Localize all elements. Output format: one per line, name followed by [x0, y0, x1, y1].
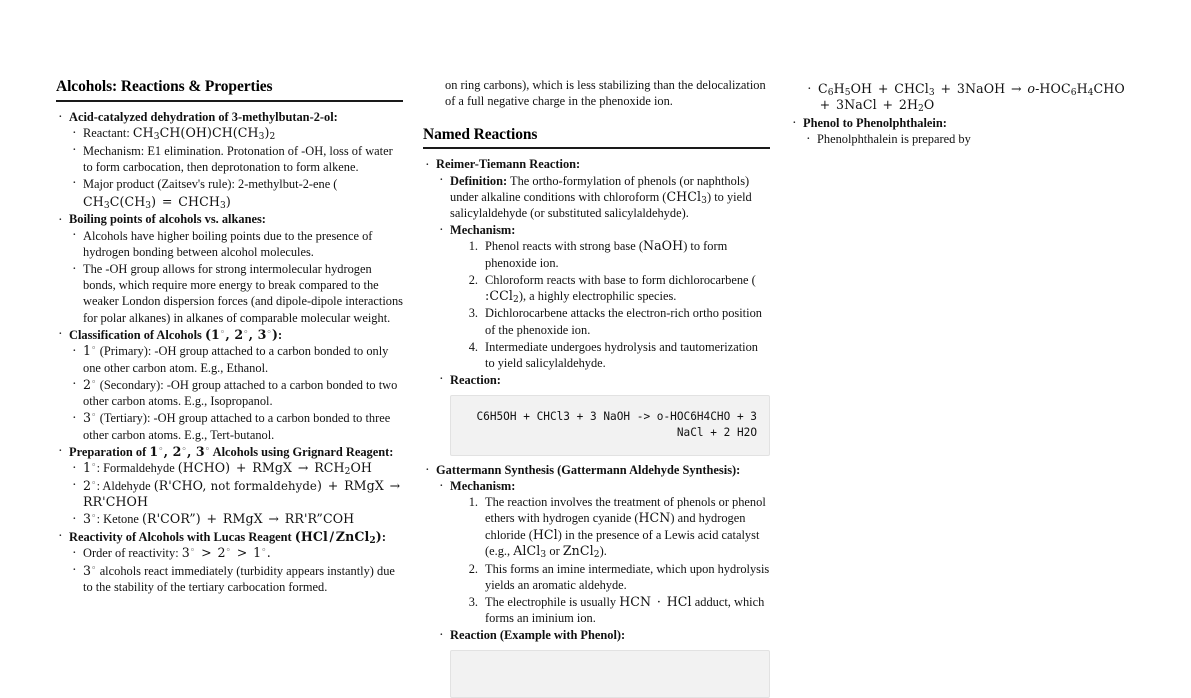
- sublist: [69, 125, 403, 210]
- page-title: Alcohols: Reactions & Properties: [56, 78, 273, 95]
- list-item-label: Phenolphthalein is prepared by: [817, 132, 971, 147]
- list-item: [56, 212, 403, 325]
- column-2: [423, 78, 770, 643]
- math-formula: 1◦: [83, 343, 97, 359]
- sublist: [69, 343, 403, 442]
- column-3: [790, 78, 1137, 626]
- sublist: [803, 131, 1137, 147]
- math-formula: 3◦: [83, 511, 97, 527]
- column-1-heading-block: [56, 78, 403, 102]
- list-item: [436, 173, 770, 222]
- section-heading: Named Reactions: [423, 125, 538, 143]
- list-item: [69, 228, 403, 260]
- step-text: The reaction involves the treatment of phenols or phenol ethers with hydrogen cyanide (HCN) and hydrogen chloride (HCl) in the presence of a Lewis acid catalyst (e.g., AlCl$_3$ or ZnCl$_2$).: [485, 495, 766, 561]
- list-item: [436, 372, 770, 456]
- list-item: [450, 238, 770, 270]
- list-item: [56, 529, 403, 595]
- list-item: [803, 131, 1137, 147]
- step-text: Intermediate undergoes hydrolysis and tautomerization to yield salicylaldehyde.: [485, 339, 758, 370]
- math-formula: 2◦: [83, 477, 97, 493]
- list-item: [69, 511, 403, 527]
- list-item: [69, 143, 403, 175]
- mechanism-steps: [450, 238, 770, 370]
- list-item: [423, 157, 770, 455]
- list-item: [69, 343, 403, 375]
- list-item-label: : Aldehyde: [96, 478, 154, 493]
- list-item: [69, 176, 403, 210]
- list-item: [450, 561, 770, 593]
- sublist: [69, 460, 403, 527]
- list-item: [423, 463, 770, 698]
- list-item-label: Alcohols have higher boiling points due to the presence of hydrogen bonding between alcohol molecules.: [83, 228, 373, 260]
- list-item: [436, 627, 770, 698]
- sublist: [69, 545, 403, 595]
- list-item: [56, 444, 403, 528]
- sublist: [69, 228, 403, 326]
- list-item-label: Acid-catalyzed dehydration of 3-methylbutan-2-ol:: [69, 109, 338, 124]
- reaction-label: Reaction:: [450, 372, 501, 387]
- list-item: [69, 377, 403, 409]
- list-item: [450, 305, 770, 337]
- list-item: [56, 110, 403, 211]
- math-formula: 3◦: [83, 410, 97, 426]
- list-item-label: (Secondary): -OH group attached to a carbon bonded to two other carbon atoms. E.g., Isopropanol.: [83, 377, 398, 409]
- reaction-code-block: [450, 650, 770, 698]
- list-item: [450, 339, 770, 371]
- heading-rule: [423, 147, 770, 149]
- step-text: Dichlorocarbene attacks the electron-rich ortho position of the phenoxide ion.: [485, 306, 762, 337]
- step-text: Phenol reacts with strong base (NaOH) to form phenoxide ion.: [485, 238, 728, 270]
- math-formula: 3◦: [83, 562, 97, 578]
- list-item: [69, 563, 403, 595]
- list-item-label: Phenol to Phenolphthalein:: [803, 115, 947, 130]
- sublist: [436, 173, 770, 456]
- list-item: [56, 327, 403, 443]
- reaction-code-block: C6H5OH + CHCl3 + 3 NaOH -> o-HOC6H4CHO + 3 NaCl + 2 H2O: [450, 395, 770, 456]
- list-item: [804, 81, 1137, 114]
- math-formula: 3◦ > 2◦ > 1◦.: [181, 545, 271, 561]
- list-item: [436, 478, 770, 626]
- list-item-label: Boiling points of alcohols vs. alkanes:: [69, 212, 266, 227]
- list-item: [450, 594, 770, 626]
- list-item-label: Mechanism: E1 elimination. Protonation of -OH, loss of water to form carbocation, then deprotonation to form alkene.: [83, 143, 393, 174]
- three-column-layout: [56, 78, 1136, 643]
- list-item-label: The ortho-formylation of phenols (or naphthols) under alkaline conditions with chloroform (CHCl$_3$) to yield salicylaldehyde (or substituted salicylaldehyde).: [450, 173, 752, 221]
- list-item-label: The -OH group allows for strong intermolecular hydrogen bonds, which require more energy to break compared to the weaker London dispersion forces (and dipole-dipole interactions for polar alkanes) in alkanes of comparable molecular weight.: [83, 262, 403, 325]
- math-formula: $CH_3C(CH_3)$ = $CHCH_3$): [83, 193, 231, 211]
- step-text: This forms an imine intermediate, which upon hydrolysis yields an aromatic aldehyde.: [485, 561, 770, 592]
- math-formula: $CH_3CH(OH)CH(CH_3)_2$: [132, 125, 276, 143]
- list-item-label: Reactant:: [83, 126, 130, 141]
- reaction-label: Reaction (Example with Phenol):: [450, 628, 626, 643]
- list-item-label: Reimer-Tiemann Reaction:: [436, 157, 581, 172]
- list-item: [69, 478, 403, 511]
- math-equation: $C_6H_5OH$ + CHCl$_3$ + 3NaOH → $o-HOC_6H_4CHO$ + 3NaCl + $2H_2O$: [818, 81, 1125, 115]
- list-item-label: : Formaldehyde: [96, 461, 178, 476]
- list-item-label: : Ketone: [96, 512, 142, 527]
- sublist: [436, 478, 770, 698]
- step-text: Chloroform reacts with base to form dichlorocarbene ( :CCl$_2$), a highly electrophilic species.: [485, 272, 756, 306]
- mechanism-steps: [450, 494, 770, 626]
- mechanism-label: Mechanism:: [450, 479, 516, 494]
- list-item: [436, 222, 770, 371]
- list-item-label: Classification of Alcohols (1◦, 2◦, 3◦):: [69, 326, 283, 342]
- mechanism-label: Mechanism:: [450, 223, 516, 238]
- column-3-list: [790, 81, 1137, 114]
- list-item: [69, 410, 403, 442]
- list-item: [450, 272, 770, 304]
- list-item-label: (Primary): -OH group attached to a carbon bonded to only one other carbon atom. E.g., Ethanol.: [83, 344, 389, 375]
- list-item-label: Reactivity of Alcohols with Lucas Reagent (HCl / ZnCl$_2$):: [69, 528, 386, 546]
- list-item-label: Major product (Zaitsev's rule): 2-methylbut-2-ene (: [83, 176, 338, 191]
- math-formula: 1◦: [83, 460, 97, 476]
- math-formula: 2◦: [83, 376, 97, 392]
- column-1: [56, 78, 403, 626]
- list-item: [450, 494, 770, 559]
- definition-label: Definition:: [450, 173, 508, 188]
- math-formula: (HCHO) + RMgX → $RCH_2OH$: [177, 460, 372, 478]
- math-formula: (R'COR”) + RMgX → RR'R”COH: [142, 511, 355, 527]
- list-item-label: Gattermann Synthesis (Gattermann Aldehyde Synthesis):: [436, 462, 741, 477]
- heading-rule: [56, 100, 403, 102]
- list-item: [69, 125, 403, 141]
- list-item: [69, 261, 403, 326]
- continued-paragraph: on ring carbons), which is less stabilizing than the delocalization of a full negative charge in the phenoxide ion.: [445, 78, 766, 108]
- math-formula: (R'CHO, not formaldehyde) + RMgX → RR'CHOH: [83, 477, 401, 510]
- step-text: The electrophile is usually HCN · HCl adduct, which forms an iminium ion.: [485, 593, 765, 626]
- list-item: [69, 545, 403, 561]
- column-2-list: [423, 157, 770, 698]
- list-item-label: Order of reactivity:: [83, 546, 182, 561]
- column-1-list: [56, 110, 403, 596]
- column-3-outer-list: [790, 116, 1137, 148]
- list-item-label: Preparation of 1◦, 2◦, 3◦ Alcohols using Grignard Reagent:: [69, 443, 394, 459]
- list-item: [790, 116, 1137, 148]
- list-item: [69, 460, 403, 476]
- list-item-label: alcohols react immediately (turbidity appears instantly) due to the stability of the tertiary carbocation formed.: [83, 563, 395, 595]
- column-2-heading-block: [423, 126, 770, 150]
- list-item-label: (Tertiary): -OH group attached to a carbon bonded to three other carbon atoms. E.g., Tert-butanol.: [83, 411, 391, 442]
